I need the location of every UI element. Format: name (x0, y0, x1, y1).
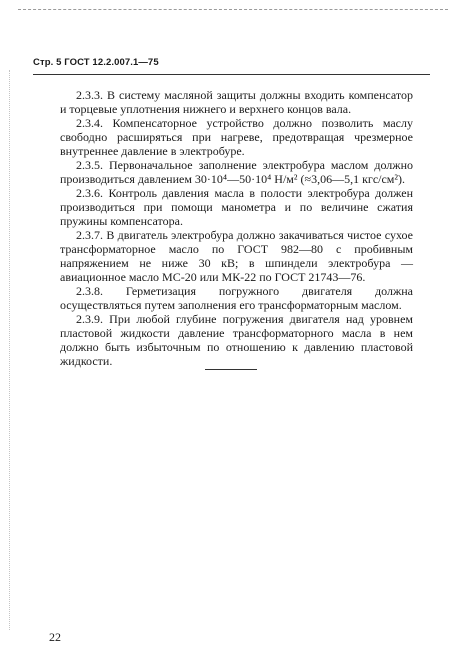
paragraph-2-3-4: 2.3.4. Компенсаторное устройство должно позволить маслу свободно расширяться при нагреве, предотвращая чрезмерное внутреннее давление в электробуре. (60, 116, 413, 158)
paragraph-2-3-7: 2.3.7. В двигатель электробура должно закачиваться чистое сухое трансформаторное масло по ГОСТ 982—80 с пробивным напряжением не ниже 30 кВ; в шпиндели электробура — авиационное масло МС-20 или МК-22 по ГОСТ 21743—76. (60, 228, 413, 284)
page-number: 22 (49, 630, 61, 644)
paragraph-2-3-5: 2.3.5. Первоначальное заполнение электробура маслом должно производиться давлением 30·10⁴—50·10⁴ Н/м² (≈3,06—5,1 кгс/см²). (60, 158, 413, 186)
running-header: Стр. 5 ГОСТ 12.2.007.1—75 (33, 57, 159, 68)
paragraph-2-3-9: 2.3.9. При любой глубине погружения двигателя над уровнем пластовой жидкости давление трансформаторного масла в нем должно быть избыточным по отношению к давлению пластовой жидкости. (60, 312, 413, 368)
scan-left-margin-line (9, 70, 10, 630)
section-end-rule (205, 369, 257, 370)
document-body (60, 88, 413, 368)
scan-top-edge-line (18, 9, 448, 10)
header-rule (33, 74, 430, 75)
paragraph-2-3-6: 2.3.6. Контроль давления масла в полости электробура должен производиться при помощи манометра и по величине сжатия пружины компенсатора. (60, 186, 413, 228)
paragraph-2-3-8: 2.3.8. Герметизация погружного двигателя должна осуществляться путем заполнения его трансформаторным маслом. (60, 284, 413, 312)
paragraph-2-3-3: 2.3.3. В систему масляной защиты должны входить компенсатор и торцевые уплотнения нижнего и верхнего концов вала. (60, 88, 413, 116)
